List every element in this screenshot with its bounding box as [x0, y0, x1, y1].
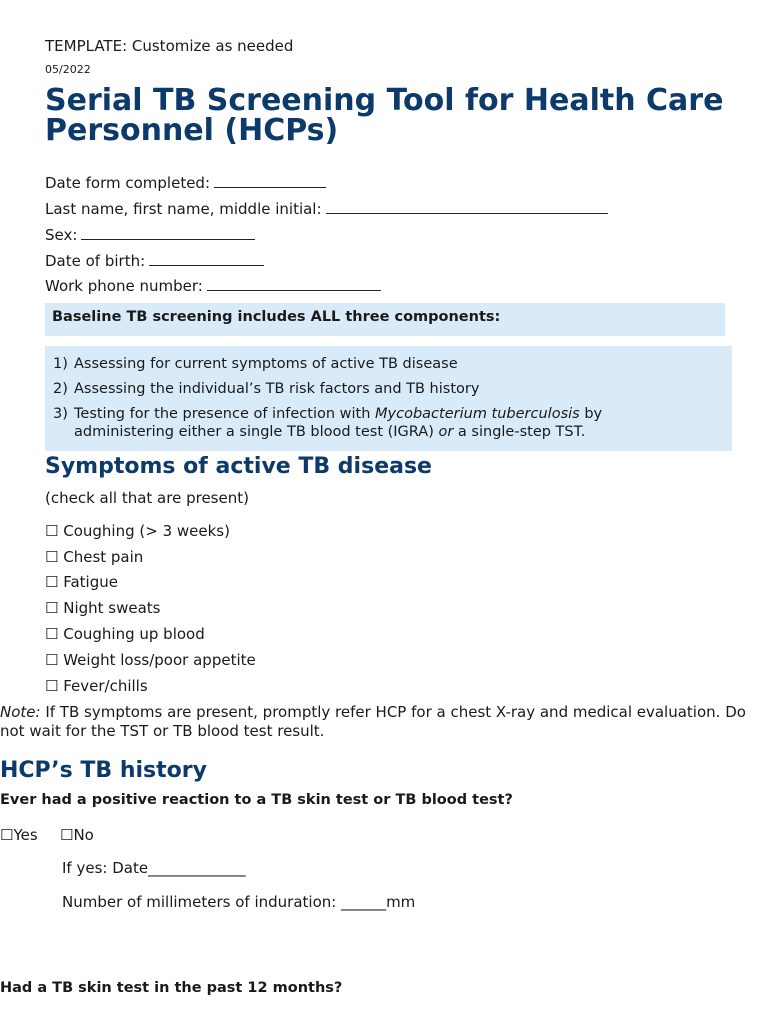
checkbox-icon[interactable]: ☐ — [60, 826, 74, 844]
sex-line[interactable] — [81, 225, 255, 240]
item-number: 2) — [53, 381, 68, 397]
yes-checkbox[interactable] — [0, 826, 38, 844]
item-text: Assessing the individual’s TB risk factors and TB history — [74, 381, 480, 397]
symptoms-subheading: (check all that are present) — [45, 489, 249, 507]
checkbox-icon[interactable]: ☐ — [0, 826, 14, 844]
question-positive-reaction: Ever had a positive reaction to a TB skin test or TB blood test? — [0, 792, 513, 808]
symptom-label: Weight loss/poor appetite — [63, 651, 256, 669]
checkbox-icon[interactable]: ☐ — [45, 548, 59, 566]
work-phone-field[interactable] — [45, 276, 381, 295]
checkbox-icon[interactable]: ☐ — [45, 522, 59, 540]
component-item — [53, 405, 732, 441]
item-text: administering either a single TB blood test (IGRA) — [74, 424, 439, 440]
symptom-label: Chest pain — [63, 548, 144, 566]
component-item — [53, 380, 732, 398]
symptom-checkbox-fever[interactable] — [45, 677, 148, 695]
symptom-label: Night sweats — [63, 599, 161, 617]
baseline-components-box — [45, 343, 732, 451]
field-label: Last name, first name, middle initial: — [45, 200, 322, 218]
note-label: Note: — [0, 703, 41, 721]
symptom-checkbox-fatigue[interactable] — [45, 573, 118, 591]
date-form-completed-line[interactable] — [214, 173, 326, 188]
checkbox-icon[interactable]: ☐ — [45, 625, 59, 643]
symptom-label: Fatigue — [63, 573, 118, 591]
item-number: 3) — [53, 406, 68, 422]
symptom-label: Coughing up blood — [63, 625, 205, 643]
component-item — [53, 355, 732, 373]
sex-field[interactable] — [45, 225, 255, 244]
symptom-label: Coughing (> 3 weeks) — [63, 522, 230, 540]
page-title: Serial TB Screening Tool for Health Care Personnel (HCPs) — [45, 83, 724, 148]
item-text: by — [579, 406, 603, 422]
note-text: If TB symptoms are present, promptly refer HCP for a chest X-ray and medical evaluation. Do not wait for the TST or TB blood test result. — [0, 703, 746, 740]
item-number: 1) — [53, 356, 68, 372]
name-line[interactable] — [326, 199, 608, 214]
yes-label: Yes — [13, 826, 38, 844]
field-label: Sex: — [45, 226, 78, 244]
history-heading: HCP’s TB history — [0, 758, 207, 783]
checkbox-icon[interactable]: ☐ — [45, 677, 59, 695]
date-form-completed-field[interactable] — [45, 173, 326, 192]
item-text: Testing for the presence of infection with — [74, 406, 376, 422]
checkbox-icon[interactable]: ☐ — [45, 599, 59, 617]
checkbox-icon[interactable]: ☐ — [45, 651, 59, 669]
symptom-label: Fever/chills — [63, 677, 148, 695]
item-text: Assessing for current symptoms of active TB disease — [74, 356, 458, 372]
symptom-checkbox-coughing-blood[interactable] — [45, 625, 205, 643]
symptoms-note — [0, 703, 760, 741]
item-text-italic: or — [438, 424, 454, 440]
field-label: Date form completed: — [45, 174, 210, 192]
question-skin-test-12-months: Had a TB skin test in the past 12 months? — [0, 980, 343, 996]
template-note: TEMPLATE: Customize as needed — [45, 37, 294, 55]
if-yes-date-field[interactable]: If yes: Date_____________ — [62, 859, 246, 877]
work-phone-line[interactable] — [207, 276, 381, 291]
symptom-checkbox-coughing[interactable] — [45, 522, 230, 540]
no-checkbox[interactable] — [60, 826, 94, 844]
symptom-checkbox-chest-pain[interactable] — [45, 548, 143, 566]
symptom-checkbox-weight-loss[interactable] — [45, 651, 256, 669]
date-of-birth-field[interactable] — [45, 251, 264, 270]
name-field[interactable] — [45, 199, 608, 218]
no-label: No — [73, 826, 94, 844]
symptoms-heading: Symptoms of active TB disease — [45, 454, 432, 479]
induration-field[interactable]: Number of millimeters of induration: ______mm — [62, 893, 416, 911]
item-text: a single-step TST. — [453, 424, 586, 440]
baseline-heading: Baseline TB screening includes ALL three components: — [45, 303, 725, 336]
item-text-italic: Mycobacterium tuberculosis — [375, 406, 580, 422]
revision-date: 05/2022 — [45, 63, 91, 76]
date-of-birth-line[interactable] — [149, 251, 264, 266]
field-label: Work phone number: — [45, 277, 203, 295]
symptom-checkbox-night-sweats[interactable] — [45, 599, 161, 617]
checkbox-icon[interactable]: ☐ — [45, 573, 59, 591]
field-label: Date of birth: — [45, 252, 146, 270]
